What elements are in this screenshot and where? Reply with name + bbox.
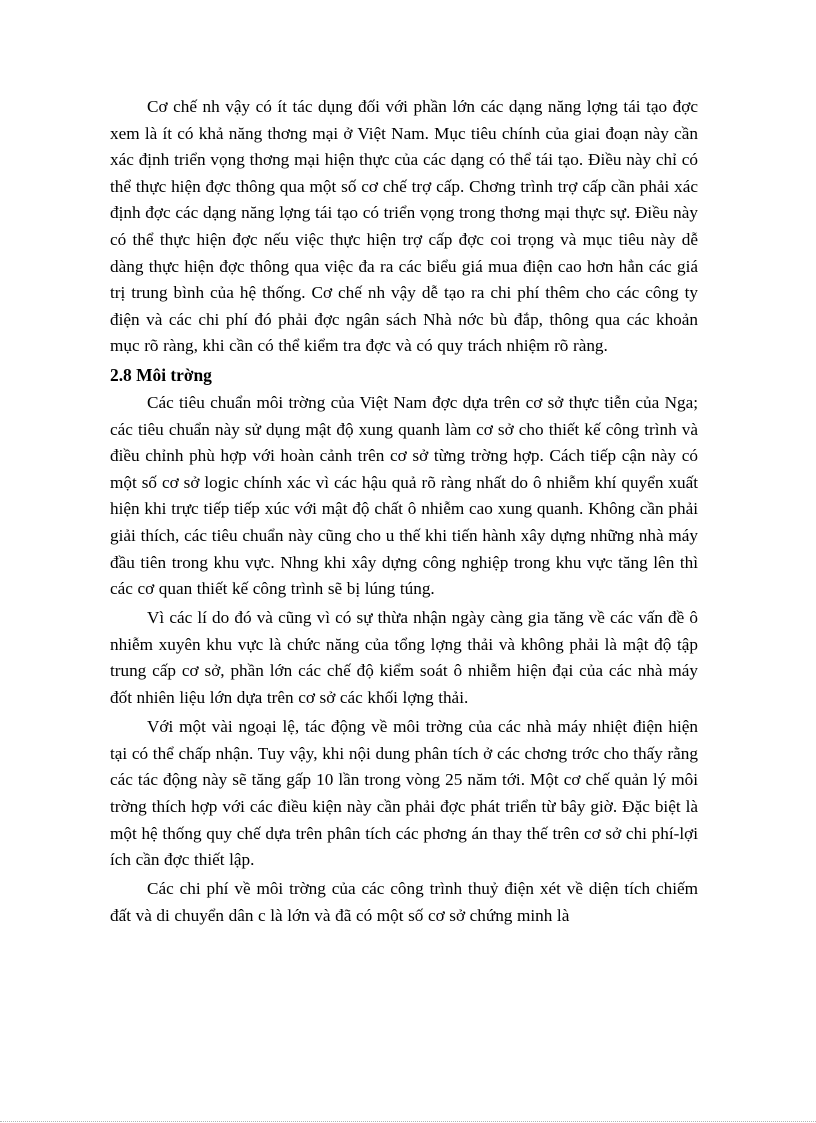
paragraph-environmental-standards: Các tiêu chuẩn môi trờng của Việt Nam đợc dựa trên cơ sở thực tiễn của Nga; các tiêu chuẩn này sử dụng mật độ xung quanh làm cơ sở cho thiết kế công trình và điều chỉnh phù hợp với hoàn cảnh trên cơ sở từng trờng hợp. Cách tiếp cận này có một số cơ sở logic chính xác vì các hậu quả rõ ràng nhất do ô nhiễm khí quyển xuất hiện khi trực tiếp tiếp xúc với mật độ chất ô nhiễm cao xung quanh. Không cần phải giải thích, các tiêu chuẩn này cũng cho u thế khi tiến hành xây dựng những nhà máy đầu tiên trong khu vực. Nhng khi xây dựng công nghiệp trong khu vực tăng lên thì các cơ quan thiết kế công trình sẽ bị lúng túng. (110, 393, 698, 599)
paragraph-thermal-impacts: Với một vài ngoại lệ, tác động về môi trờng của các nhà máy nhiệt điện hiện tại có thể chấp nhận. Tuy vậy, khi nội dung phân tích ở các chơng trớc cho thấy rằng các tác động này sẽ tăng gấp 10 lần trong vòng 25 năm tới. Một cơ chế quản lý môi trờng thích hợp với các điều kiện này cần phải đợc phát triển từ bây giờ. Đặc biệt là một hệ thống quy chế dựa trên phân tích các phơng án thay thế trên cơ sở chi phí-lợi ích cần đợc thiết lập. (110, 717, 698, 870)
section-heading-environment: 2.8 Môi trờng (110, 365, 212, 386)
paragraph-hydropower-costs: Các chi phí về môi trờng của các công trình thuỷ điện xét về diện tích chiếm đất và di chuyển dân c là lớn và đã có một số cơ sở chứng minh là (110, 879, 698, 925)
page-bottom-dotted-rule (0, 1121, 816, 1122)
document-body (110, 94, 698, 932)
paragraph-subsidy-mechanism: Cơ chế nh vậy có ít tác dụng đối với phần lớn các dạng năng lợng tái tạo đợc xem là ít có khả năng thơng mại ở Việt Nam. Mục tiêu chính của giai đoạn này cần xác định triển vọng thơng mại hiện thực của các dạng có thể tái tạo. Điều này chỉ có thể thực hiện đợc thông qua một số cơ chế trợ cấp. Chơng trình trợ cấp cần phải xác định đợc các dạng năng lợng tái tạo có triển vọng trong thơng mại thực sự. Điều này có thể thực hiện đợc nếu việc thực hiện trợ cấp đợc coi trọng và mục tiêu này dễ dàng thực hiện đợc thông qua việc đa ra các biểu giá mua điện cao hơn hẳn các giá trị trung bình của hệ thống. Cơ chế nh vậy dễ tạo ra chi phí thêm cho các công ty điện và các chi phí đó phải đợc ngân sách Nhà nớc bù đắp, thông qua các khoản mục rõ ràng, khi cần có thể kiểm tra đợc và có quy trách nhiệm rõ ràng. (110, 97, 698, 356)
paragraph-pollution-control: Vì các lí do đó và cũng vì có sự thừa nhận ngày càng gia tăng về các vấn đề ô nhiễm xuyên khu vực là chức năng của tổng lợng thải và không phải là mật độ tập trung cấp cơ sở, phần lớn các chế độ kiểm soát ô nhiễm hiện đại của các nhà máy đốt nhiên liệu lớn dựa trên cơ sở các khối lợng thải. (110, 608, 698, 708)
